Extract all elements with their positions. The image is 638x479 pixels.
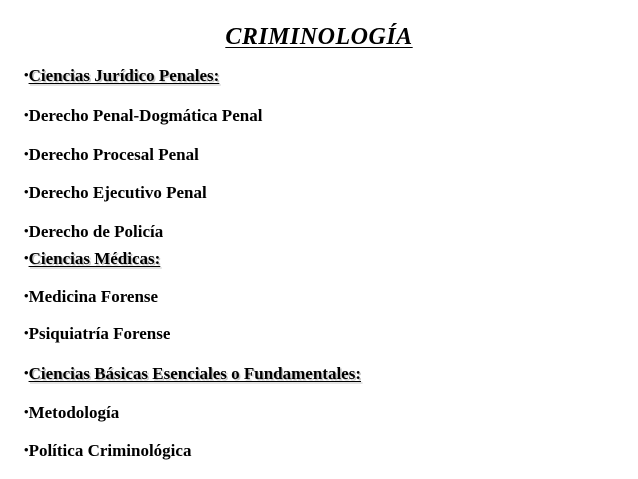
list-item-text: Política Criminológica (28, 441, 192, 460)
list-item-text: Derecho de Policía (28, 222, 164, 241)
bullet-icon: • (24, 146, 29, 161)
bullet-icon: • (24, 288, 29, 303)
list-item-text: Derecho Penal-Dogmática Penal (28, 106, 263, 125)
list-item-text: Derecho Procesal Penal (28, 145, 199, 164)
list-item-text: Medicina Forense (28, 287, 159, 306)
section-heading-text: Ciencias Básicas Esenciales o Fundamentales: (28, 364, 362, 383)
list-item (24, 286, 158, 307)
list-item-text: Metodología (28, 403, 120, 422)
list-item (24, 402, 119, 423)
bullet-icon: • (24, 67, 29, 82)
list-item (24, 440, 191, 461)
section-heading-ciencias-medicas (24, 248, 160, 269)
bullet-icon: • (24, 365, 29, 380)
bullet-icon: • (24, 223, 29, 238)
list-item (24, 144, 199, 165)
bullet-icon: • (24, 442, 29, 457)
list-item-text: Psiquiatría Forense (28, 324, 171, 343)
bullet-icon: • (24, 184, 29, 199)
section-heading-ciencias-basicas (24, 363, 361, 384)
section-heading-text: Ciencias Médicas: (28, 249, 161, 268)
bullet-icon: • (24, 404, 29, 419)
list-item-text: Derecho Ejecutivo Penal (28, 183, 207, 202)
section-heading-text: Ciencias Jurídico Penales: (28, 66, 220, 85)
section-heading-ciencias-juridico-penales (24, 65, 219, 86)
list-item (24, 105, 262, 126)
list-item (24, 323, 170, 344)
slide-title: CRIMINOLOGÍA (225, 24, 413, 50)
bullet-icon: • (24, 250, 29, 265)
bullet-icon: • (24, 325, 29, 340)
list-item (24, 221, 163, 242)
bullet-icon: • (24, 107, 29, 122)
list-item (24, 182, 207, 203)
